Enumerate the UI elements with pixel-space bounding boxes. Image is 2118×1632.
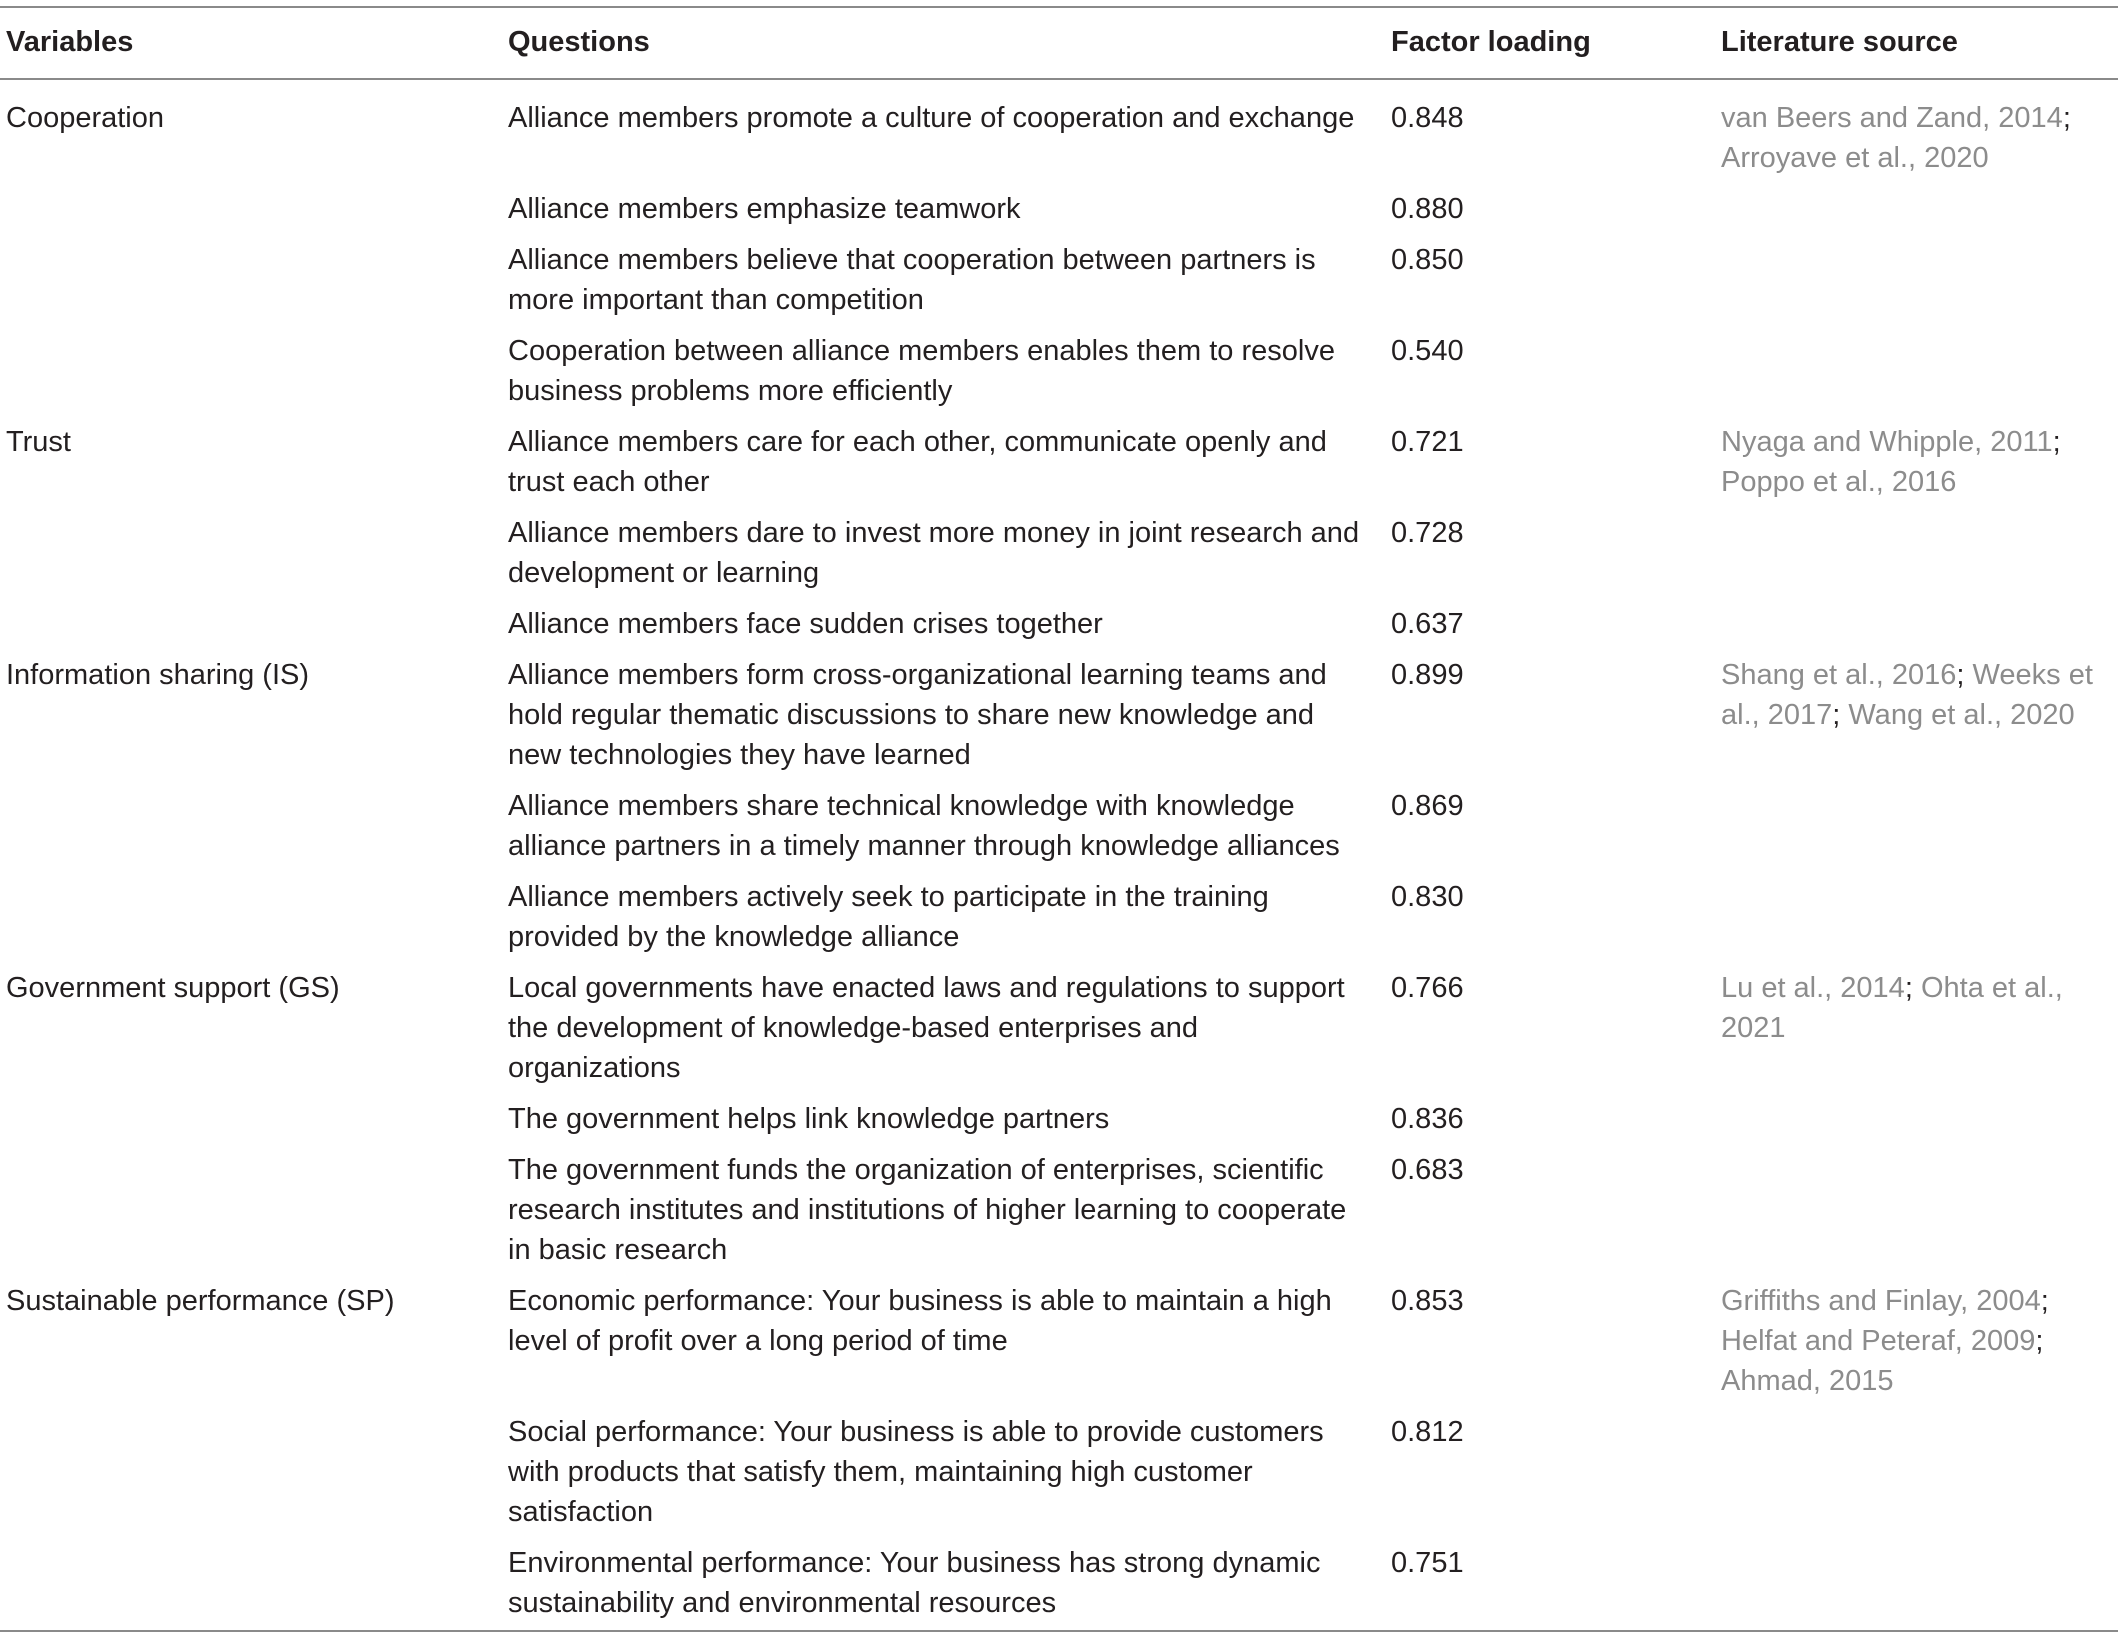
table-row (0, 600, 2118, 651)
cell-literature-source (1715, 873, 2118, 964)
citation-separator: ; (1832, 699, 1849, 731)
cell-variable (0, 509, 502, 600)
citation-link[interactable]: Ohta et al., 2021 (1721, 972, 2063, 1044)
cell-variable (0, 327, 502, 418)
cell-factor-loading: 0.880 (1391, 193, 1464, 225)
cell-variable: Government support (GS) (6, 972, 340, 1004)
citation-separator: ; (2052, 426, 2061, 458)
citation-link[interactable]: Wang et al., 2020 (1848, 699, 2075, 731)
citation-link[interactable]: Nyaga and Whipple, 2011 (1721, 426, 2053, 458)
table-row (0, 873, 2118, 964)
cell-question: Economic performance: Your business is able to maintain a high level of profit over a long period of time (508, 1285, 1332, 1357)
cell-factor-loading: 0.812 (1391, 1416, 1464, 1448)
cell-variable: Trust (6, 426, 71, 458)
cell-question: Alliance members dare to invest more money in joint research and development or learning (508, 517, 1360, 589)
table-row (0, 327, 2118, 418)
header-factor-loading: Factor loading (1391, 26, 1591, 58)
citation-separator: ; (2062, 102, 2071, 134)
cell-literature-source (1715, 236, 2118, 327)
cell-literature-source (1715, 418, 2118, 509)
cell-variable (0, 1095, 502, 1146)
cell-question: The government funds the organization of enterprises, scientific research institutes and institutions of higher learning to cooperate in basic research (508, 1154, 1347, 1266)
header-questions: Questions (508, 26, 650, 58)
table-body (0, 79, 2118, 1631)
citation-separator: ; (1904, 972, 1921, 1004)
citation-separator: ; (1956, 659, 1973, 691)
cell-factor-loading: 0.853 (1391, 1285, 1464, 1317)
table-header (0, 7, 2118, 79)
cell-variable: Cooperation (6, 102, 164, 134)
header-variables: Variables (6, 26, 134, 58)
citation-link[interactable]: Griffiths and Finlay, 2004 (1721, 1285, 2041, 1317)
cell-variable (0, 873, 502, 964)
table-row (0, 1408, 2118, 1539)
cell-factor-loading: 0.848 (1391, 102, 1464, 134)
cell-factor-loading: 0.728 (1391, 517, 1464, 549)
cell-question: Local governments have enacted laws and regulations to support the development of knowledge-based enterprises and organizations (508, 972, 1345, 1084)
cell-factor-loading: 0.766 (1391, 972, 1464, 1004)
citation-link[interactable]: Shang et al., 2016 (1721, 659, 1957, 691)
citation-separator: ; (2035, 1325, 2044, 1357)
cell-factor-loading: 0.899 (1391, 659, 1464, 691)
table-row (0, 651, 2118, 782)
table-row (0, 1146, 2118, 1277)
cell-question: Alliance members believe that cooperation between partners is more important than competition (508, 244, 1316, 316)
table-row (0, 1539, 2118, 1631)
cell-literature-source (1715, 651, 2118, 782)
cell-factor-loading: 0.850 (1391, 244, 1464, 276)
cell-literature-source (1715, 600, 2118, 651)
citation-link[interactable]: Helfat and Peteraf, 2009 (1721, 1325, 2036, 1357)
citation-link[interactable]: Poppo et al., 2016 (1721, 466, 1957, 498)
cell-literature-source (1715, 964, 2118, 1095)
cell-variable (0, 1146, 502, 1277)
citation-link[interactable]: Arroyave et al., 2020 (1721, 142, 1989, 174)
cell-question: Alliance members face sudden crises together (508, 608, 1103, 640)
cell-question: Social performance: Your business is able to provide customers with products that satisfy them, maintaining high customer satisfaction (508, 1416, 1324, 1528)
cell-variable (0, 1408, 502, 1539)
cell-question: Alliance members emphasize teamwork (508, 193, 1021, 225)
citation-link[interactable]: Ahmad, 2015 (1721, 1365, 1894, 1397)
cell-variable (0, 185, 502, 236)
table-container (0, 6, 2118, 1632)
header-row (0, 7, 2118, 79)
table-row (0, 418, 2118, 509)
cell-factor-loading: 0.830 (1391, 881, 1464, 913)
table-row (0, 185, 2118, 236)
citation-link[interactable]: Lu et al., 2014 (1721, 972, 1905, 1004)
cell-factor-loading: 0.869 (1391, 790, 1464, 822)
cell-question: Alliance members form cross-organizational learning teams and hold regular thematic discussions to share new knowledge and new technologies they have learned (508, 659, 1327, 771)
cell-literature-source (1715, 185, 2118, 236)
cell-literature-source (1715, 1408, 2118, 1539)
table-row (0, 964, 2118, 1095)
table-row (0, 1095, 2118, 1146)
cell-factor-loading: 0.637 (1391, 608, 1464, 640)
cell-literature-source (1715, 79, 2118, 185)
cell-question: Alliance members share technical knowledge with knowledge alliance partners in a timely manner through knowledge alliances (508, 790, 1340, 862)
cell-factor-loading: 0.751 (1391, 1547, 1464, 1579)
cell-literature-source (1715, 1095, 2118, 1146)
cell-literature-source (1715, 1146, 2118, 1277)
cell-literature-source (1715, 327, 2118, 418)
cell-variable (0, 600, 502, 651)
citation-separator: ; (2040, 1285, 2049, 1317)
table-row (0, 79, 2118, 185)
citation-link[interactable]: Weeks et al., 2017 (1721, 659, 2093, 731)
cell-factor-loading: 0.683 (1391, 1154, 1464, 1186)
cell-variable: Sustainable performance (SP) (6, 1285, 395, 1317)
table-row (0, 509, 2118, 600)
header-literature-source: Literature source (1721, 26, 1958, 58)
citation-link[interactable]: van Beers and Zand, 2014 (1721, 102, 2063, 134)
cell-literature-source (1715, 782, 2118, 873)
cell-factor-loading: 0.721 (1391, 426, 1464, 458)
cell-factor-loading: 0.836 (1391, 1103, 1464, 1135)
cell-question: Cooperation between alliance members enables them to resolve business problems more efficiently (508, 335, 1335, 407)
table-row (0, 1277, 2118, 1408)
cell-question: The government helps link knowledge partners (508, 1103, 1110, 1135)
cell-factor-loading: 0.540 (1391, 335, 1464, 367)
cell-question: Environmental performance: Your business has strong dynamic sustainability and environmental resources (508, 1547, 1321, 1619)
cell-question: Alliance members actively seek to participate in the training provided by the knowledge alliance (508, 881, 1269, 953)
table-row (0, 236, 2118, 327)
cell-variable (0, 236, 502, 327)
cell-literature-source (1715, 1277, 2118, 1408)
cell-question: Alliance members care for each other, communicate openly and trust each other (508, 426, 1327, 498)
cell-variable: Information sharing (IS) (6, 659, 310, 691)
factor-loading-table (0, 6, 2118, 1632)
cell-question: Alliance members promote a culture of cooperation and exchange (508, 102, 1355, 134)
cell-variable (0, 1539, 502, 1631)
cell-literature-source (1715, 509, 2118, 600)
table-row (0, 782, 2118, 873)
cell-variable (0, 782, 502, 873)
cell-literature-source (1715, 1539, 2118, 1631)
